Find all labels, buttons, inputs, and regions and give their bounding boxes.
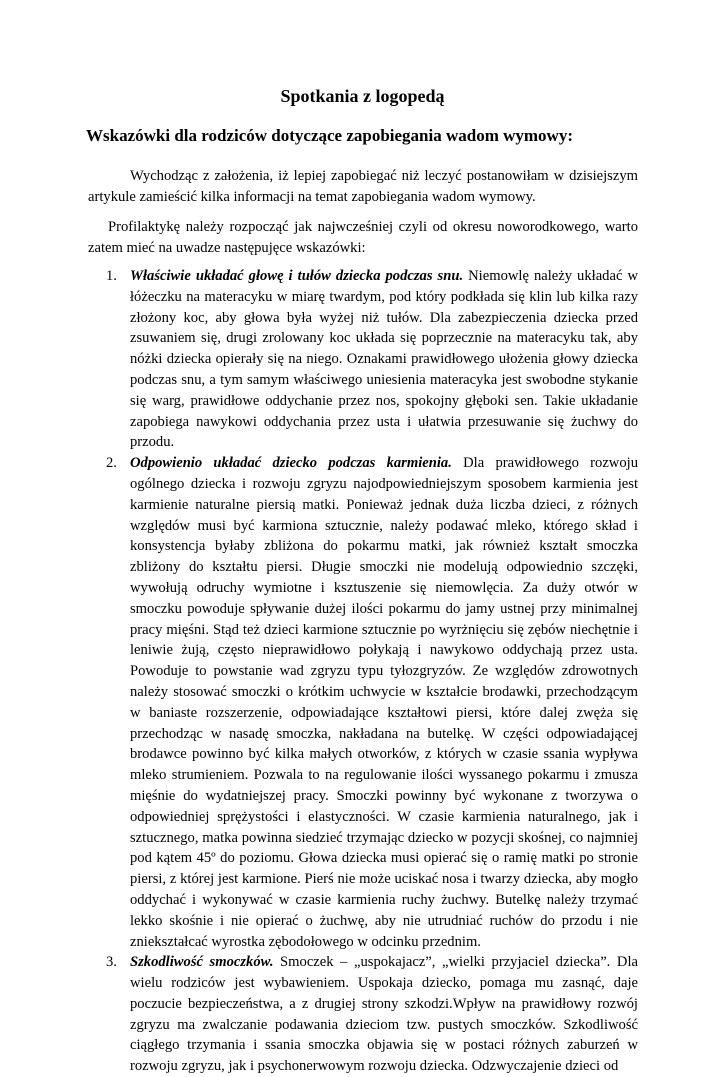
list-item xyxy=(88,952,638,1077)
intro-paragraph-2 xyxy=(88,217,638,259)
list-item-number: 2. xyxy=(106,455,117,472)
intro-text-1: Wychodząc z założenia, iż lepiej zapobiegać niż leczyć postanowiłam w dzisiejszym artykule zamieścić kilka informacji na temat zapobiegania wadom wymowy. xyxy=(88,168,638,205)
list-item-heading: Odpowienio układać dziecko podczas karmienia. xyxy=(130,455,452,472)
list-item-number: 1. xyxy=(106,268,117,284)
guidelines-list xyxy=(88,266,638,1077)
list-item-number: 3. xyxy=(106,954,117,971)
list-item-text: Dla prawidłowego rozwoju ogólnego dziecka i rozwoju zgryzu najodpowiedniejszym sposobem karmienia jest karmienie naturalne piersią matki. Ponieważ jednak duża liczba dzieci, z różnych względów musi być karmiona sztucznie, należy podawać mleko, którego skład i konsystencja byłaby zbliżona do pokarmu matki, jak również kształt smoczka zbliżony do kształtu piersi. Długie smoczki nie modelują odpowiednio szczęki, wywołują odruchy wymiotne i ksztuszenie się niemowlęcia. Za duży otwór w smoczku powoduje spływanie dużej ilości pokarmu do jamy ustnej przy minimalnej pracy mięśni. Stąd też dzieci karmione sztucznie po wyrżnięciu się zębów niechętnie i leniwie żują, często nieprawidłowo połykają i nawykowo oddychają przez usta. Powoduje to powstanie wad zgryzu typu tyłozgryzów. Ze względów zdrowotnych należy stosować smoczki o krótkim uchwycie w kształcie brodawki, przechodzącym w baniaste rozszerzenie, odpowiadające kształtowi piersi, które dalej zwęża się przechodząc w nasadę smoczka, nakładana na butelkę. W części odpowiadającej brodawce powinno być kilka małych otworków, z których w czasie ssania wypływa mleko strumieniem. Pozwala to na regulowanie ilości wyssanego pokarmu i zmusza mięśnie do wydatniejszej pracy. Smoczki powinny być wykonane z tworzywa o odpowiedniej sprężystości i elastyczności. W czasie karmienia naturalnego, jak i sztucznego, matka powinna siedzieć trzymając dziecko w pozycji skośnej, co najmniej pod kątem 45º do poziomu. Głowa dziecka musi opierać się o ramię matki po stronie piersi, z której jest karmione. Pierś nie może uciskać nosa i twarzy dziecka, aby mogło oddychać i wykonywać w czasie karmienia ruchy żuchwy. Butelkę należy trzymać lekko skośnie i nie opierać o żuchwę, aby nie utrudniać ruchów do przodu i nie zniekształcać wyrostka zębodołowego w odcinku przednim. xyxy=(130,455,638,950)
intro-paragraph-1 xyxy=(88,166,638,208)
list-item-heading: Właściwie układać głowę i tułów dziecka podczas snu. xyxy=(130,268,464,284)
list-item xyxy=(88,266,638,453)
section-subtitle: Wskazówki dla rodziców dotyczące zapobiegania wadom wymowy: xyxy=(86,126,573,145)
list-item-text: Smoczek – „uspokajacz”, „wielki przyjaciel dziecka”. Dla wielu rodziców jest wybawieniem. Uspokaja dziecko, pomaga mu zasnąć, daje poczucie bezpieczeństwa, a z drugiej strony szkodzi.Wpływ na prawidłowy rozwój zgryzu ma zwalczanie podawania dzieciom tzw. pustych smoczków. Szkodliwość ciągłego trzymania i ssania smoczka objawia się w postaci różnych zaburzeń w rozwoju zgryzu, jak i psychonerwowym rozwoju dziecka. Odzwyczajenie dzieci od xyxy=(130,954,638,1075)
intro-text-2: Profilaktykę należy rozpocząć jak najwcześniej czyli od okresu noworodkowego, warto zatem mieć na uwadze następujęce wskazówki: xyxy=(88,219,638,256)
list-item-heading: Szkodliwość smoczków. xyxy=(130,954,274,971)
page-title: Spotkania z logopedą xyxy=(280,86,445,106)
list-item xyxy=(88,453,638,952)
list-item-text: Niemowlę należy układać w łóżeczku na materacyku w miarę twardym, pod który podkłada się klin lub kilka razy złożony koc, aby głowa była wyżej niż tułów. Dla zabezpieczenia dziecka przed zsuwaniem się, drugi zrolowany koc układa się poprzecznie na materacyku tak, aby nóżki dziecka opierały się na niego. Oznakami prawidłowego ułożenia głowy dziecka podczas snu, a tym samym właściwego uniesienia materacyka jest swobodne stykanie się warg, prawidłowe oddychanie przez nos, spokojny głęboki sen. Takie układanie zapobiega nawykowi oddychania przez usta i ułatwia przesuwanie się żuchwy do przodu. xyxy=(130,268,638,451)
